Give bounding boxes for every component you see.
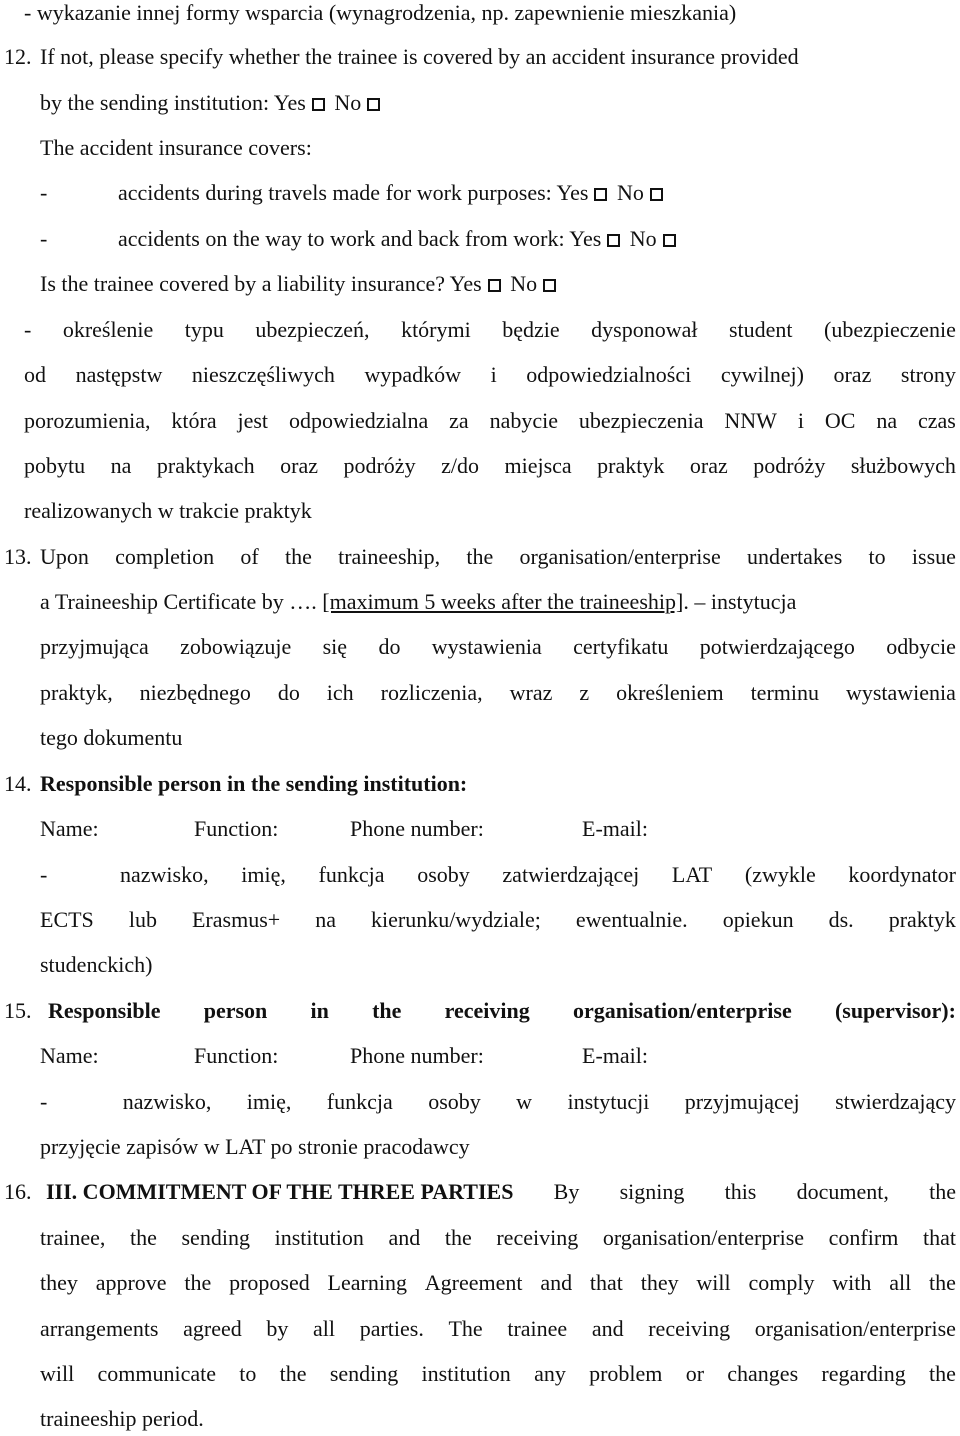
function-label: Function:	[194, 1043, 279, 1068]
no-checkbox[interactable]	[367, 98, 380, 111]
certificate-line-3: przyjmująca zobowiązuje się do wystawienia certyfikatu potwierdzającego odbycie	[40, 634, 956, 659]
commitment-line-3: they approve the proposed Learning Agreement and that they will comply with all the	[40, 1270, 956, 1295]
insurance-type-line-4: pobytu na praktykach oraz podróży z/do miejsca praktyk oraz podróży służbowych	[24, 453, 956, 478]
liability-insurance-line: Is the trainee covered by a liability insurance? Yes No	[40, 271, 560, 297]
certificate-deadline: [maximum 5 weeks after the traineeship]	[322, 589, 684, 614]
certificate-line-1: Upon completion of the traineeship, the organisation/enterprise undertakes to issue	[40, 544, 956, 569]
function-label: Function:	[194, 816, 279, 841]
no-checkbox[interactable]	[663, 234, 676, 247]
support-form-line: - wykazanie innej formy wsparcia (wynagrodzenia, np. zapewnienie mieszkania)	[24, 0, 737, 25]
phone-label: Phone number:	[350, 816, 484, 841]
insurance-type-line-5: realizowanych w trakcie praktyk	[24, 498, 312, 523]
yes-checkbox[interactable]	[607, 234, 620, 247]
yes-checkbox[interactable]	[594, 188, 607, 201]
phone-label: Phone number:	[350, 1043, 484, 1068]
certificate-line-4: praktyk, niezbędnego do ich rozliczenia, wraz z określeniem terminu wystawienia	[40, 680, 956, 705]
item-number-13: 13.	[4, 544, 32, 569]
sending-person-line-2: ECTS lub Erasmus+ na kierunku/wydziale; ewentualnie. opiekun ds. praktyk	[40, 907, 956, 932]
item-number-16: 16.	[4, 1179, 32, 1204]
insurance-covers-label: The accident insurance covers:	[40, 135, 312, 160]
accident-insurance-question: If not, please specify whether the trainee is covered by an accident insurance provided	[40, 44, 799, 69]
commitment-line-5: will communicate to the sending institution any problem or changes regarding the	[40, 1361, 956, 1386]
item-number-12: 12.	[4, 44, 32, 69]
email-label: E-mail:	[582, 816, 648, 841]
sending-institution-insurance-line: by the sending institution: Yes No	[40, 90, 384, 116]
receiving-responsible-heading: Responsible person in the receiving organisation/enterprise (supervisor):	[48, 998, 956, 1023]
yes-checkbox[interactable]	[488, 279, 501, 292]
item-number-15: 15.	[4, 998, 32, 1023]
name-label: Name:	[40, 816, 99, 841]
email-label: E-mail:	[582, 1043, 648, 1068]
commitment-line-4: arrangements agreed by all parties. The trainee and receiving organisation/enterprise	[40, 1316, 956, 1341]
insurance-type-line-2: od następstw nieszczęśliwych wypadków i odpowiedzialności cywilnej) oraz strony	[24, 362, 956, 387]
no-checkbox[interactable]	[543, 279, 556, 292]
sending-responsible-heading: Responsible person in the sending institution:	[40, 771, 468, 796]
sending-person-line-3: studenckich)	[40, 952, 153, 977]
name-label: Name:	[40, 1043, 99, 1068]
travel-accidents-line: accidents during travels made for work purposes: Yes No	[118, 180, 667, 206]
commitment-line-2: trainee, the sending institution and the receiving organisation/enterprise confirm that	[40, 1225, 956, 1250]
sending-person-line-1: - nazwisko, imię, funkcja osoby zatwierdzającej LAT (zwykle koordynator	[40, 862, 956, 887]
insurance-type-line-1: - określenie typu ubezpieczeń, którymi będzie dysponował student (ubezpieczenie	[24, 317, 956, 342]
dash: -	[40, 180, 48, 205]
dash: -	[40, 226, 48, 251]
commitment-line-6: traineeship period.	[40, 1406, 204, 1431]
item-number-14: 14.	[4, 771, 32, 796]
insurance-type-line-3: porozumienia, która jest odpowiedzialna za nabycie ubezpieczenia NNW i OC na czas	[24, 408, 956, 433]
commitment-heading: III. COMMITMENT OF THE THREE PARTIES	[46, 1179, 514, 1204]
certificate-line-5: tego dokumentu	[40, 725, 183, 750]
commute-accidents-line: accidents on the way to work and back from work: Yes No	[118, 226, 680, 252]
receiving-person-line-2: przyjęcie zapisów w LAT po stronie pracodawcy	[40, 1134, 470, 1159]
no-checkbox[interactable]	[650, 188, 663, 201]
yes-checkbox[interactable]	[312, 98, 325, 111]
certificate-line-2: a Traineeship Certificate by …. [maximum 5 weeks after the traineeship]. – instytucja	[40, 589, 797, 614]
commitment-line-1: III. COMMITMENT OF THE THREE PARTIES By signing this document, the	[46, 1179, 956, 1204]
receiving-person-line-1: - nazwisko, imię, funkcja osoby w instytucji przyjmującej stwierdzający	[40, 1089, 956, 1114]
